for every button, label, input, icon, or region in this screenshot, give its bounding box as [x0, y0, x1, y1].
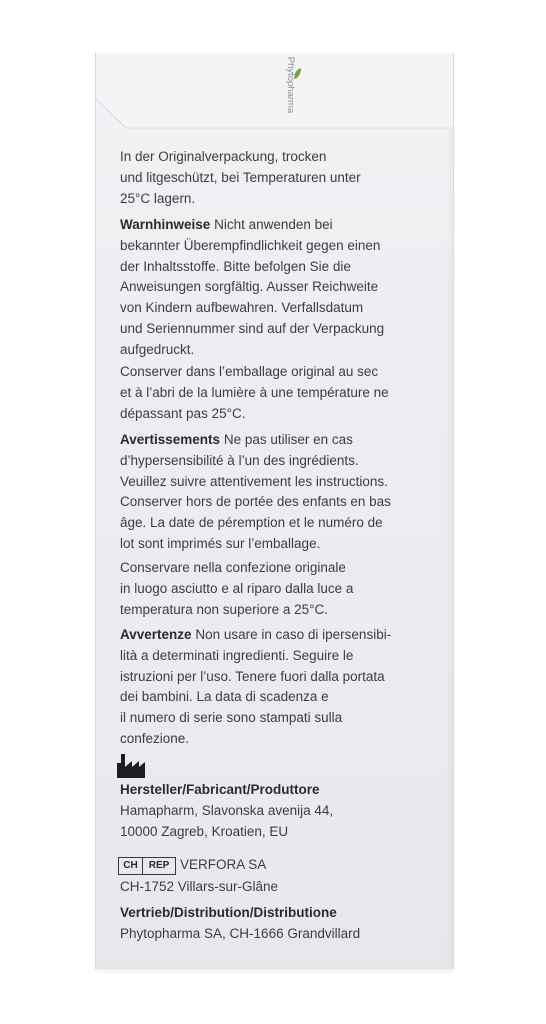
text-line: lot sont imprimés sur l’emballage. [120, 535, 321, 551]
warning-heading-it: Avvertenze [120, 627, 192, 642]
text-line: confezione. [120, 730, 190, 746]
distribution-block [120, 903, 360, 945]
ch-rep-address [120, 877, 278, 898]
text-line: in luogo asciutto e al riparo dalla luce a [120, 580, 354, 596]
manufacturer-address-line: Hamapharm, Slavonska avenija 44, [120, 802, 334, 818]
text-line-rest: Ne pas utiliser en cas [223, 432, 353, 447]
text-line: Conserver dans l’emballage original au sec [120, 364, 379, 379]
text-line-rest: Nicht anwenden bei [214, 217, 333, 232]
manufacturer-block [120, 780, 333, 842]
text-line: aufgedruckt. [120, 341, 195, 357]
text-line: dei bambini. La data di scadenza e [120, 689, 329, 705]
text-line: und Seriennummer sind auf der Verpackung [120, 320, 385, 336]
box-top-flap [96, 53, 453, 133]
rep-label: REP [143, 857, 176, 875]
distribution-line: Phytopharma SA, CH-1666 Grandvillard [120, 925, 361, 941]
storage-text-de [120, 147, 361, 209]
text-line: In der Originalverpackung, trocken [120, 149, 327, 164]
text-line: Anweisungen sorgfältig. Ausser Reichweite [120, 279, 379, 295]
ch-rep-row [118, 856, 266, 875]
warning-text-fr [120, 430, 391, 555]
ch-rep-name: VERFORA SA [180, 857, 267, 873]
ch-rep-address-line: CH-1752 Villars-sur-Glâne [120, 879, 279, 894]
text-line [120, 215, 384, 236]
manufacturer-address-line: 10000 Zagreb, Kroatien, EU [120, 823, 289, 839]
warning-text-de [120, 215, 384, 361]
text-line [120, 625, 391, 646]
leaf-icon [293, 68, 302, 80]
warning-text-it [120, 625, 391, 750]
text-line [120, 430, 391, 451]
text-line: 25°C lagern. [120, 190, 196, 206]
distribution-heading: Vertrieb/Distribution/Distributione [120, 905, 337, 920]
storage-text-it [120, 558, 353, 620]
text-line: istruzioni per l’uso. Tenere fuori dalla portata [120, 668, 385, 684]
text-line: d’hypersensibilité à l’un des ingrédients. [120, 452, 359, 468]
manufacturer-heading: Hersteller/Fabricant/Produttore [120, 782, 320, 797]
text-line: von Kindern aufbewahren. Verfallsdatum [120, 300, 364, 316]
text-line: der Inhaltsstoffe. Bitte befolgen Sie die [120, 258, 351, 274]
text-line: dépassant pas 25°C. [120, 405, 246, 421]
text-line: temperatura non superiore a 25°C. [120, 601, 329, 617]
warning-heading-fr: Avertissements [120, 432, 221, 447]
text-line: Conserver hors de portée des enfants en bas [120, 494, 391, 510]
text-line: et à l’abri de la lumière à une température ne [120, 384, 389, 400]
text-line: âge. La date de péremption et le numéro de [120, 515, 383, 531]
ch-label: CH [118, 857, 143, 875]
warning-heading-de: Warnhinweise [120, 217, 211, 232]
factory-icon [117, 753, 145, 778]
text-line: lità a determinati ingredienti. Seguire le [120, 647, 354, 663]
text-line: Conservare nella confezione originale [120, 560, 346, 575]
text-line-rest: Non usare in caso di ipersensibi- [195, 627, 392, 642]
text-line: bekannter Überempfindlichkeit gegen einen [120, 237, 381, 253]
storage-text-fr [120, 362, 389, 424]
brand-logo: Phytopharma [285, 56, 296, 114]
text-line: Veuillez suivre attentivement les instructions. [120, 473, 388, 489]
text-line: il numero di serie sono stampati sulla [120, 710, 343, 726]
text-line: und litgeschützt, bei Temperaturen unter [120, 169, 361, 185]
